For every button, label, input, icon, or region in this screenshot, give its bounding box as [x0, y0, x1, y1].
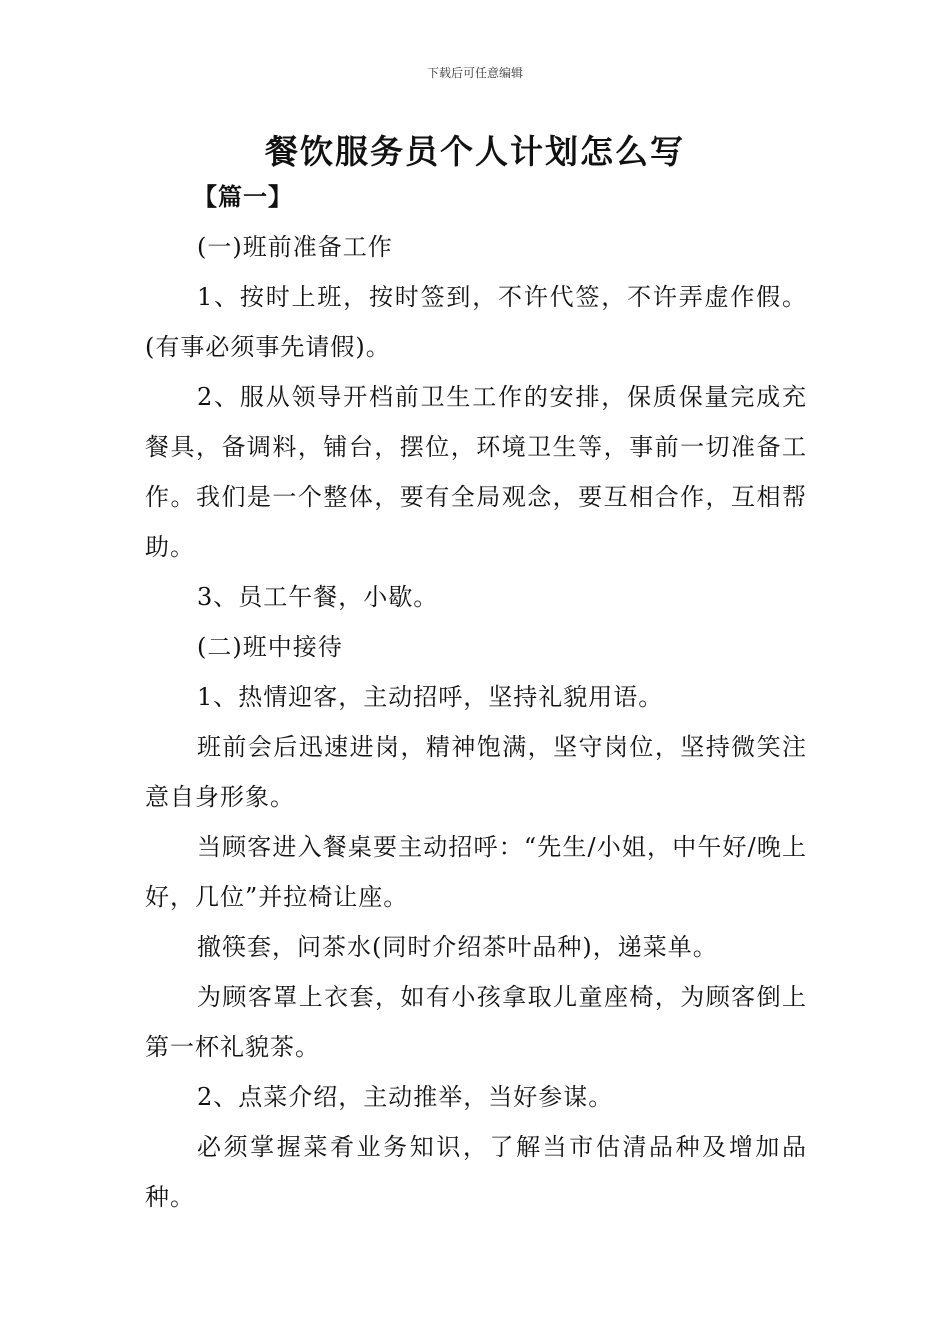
header-note: 下载后可任意编辑: [426, 66, 523, 80]
paragraph: (二)班中接待: [197, 633, 343, 661]
paragraph: 3、员工午餐，小歇。: [197, 583, 439, 611]
paragraph: 必须掌握菜肴业务知识，了解当市估清品种及增加品种。: [145, 1133, 807, 1211]
paragraph: 班前会后迅速进岗，精神饱满，坚守岗位，坚持微笑注意自身形象。: [145, 733, 807, 811]
paragraph: 1、热情迎客，主动招呼，坚持礼貌用语。: [197, 683, 664, 711]
paragraph: (一)班前准备工作: [197, 233, 393, 261]
paragraph: 2、服从领导开档前卫生工作的安排，保质保量完成充餐具，备调料，铺台，摆位，环境卫生等，事前一切准备工作。我们是一个整体，要有全局观念，要互相合作，互相帮助。: [145, 383, 807, 561]
page-title: 餐饮服务员个人计划怎么写: [265, 132, 685, 171]
document-body: [145, 172, 807, 1222]
paragraph: 为顾客罩上衣套，如有小孩拿取儿童座椅，为顾客倒上第一杯礼貌茶。: [145, 983, 807, 1061]
paragraph: 当顾客进入餐桌要主动招呼：“先生/小姐，中午好/晚上好，几位”并拉椅让座。: [145, 833, 807, 911]
section-tag: 【篇一】: [193, 182, 293, 211]
paragraph: 1、按时上班，按时签到，不许代签，不许弄虚作假。(有事必须事先请假)。: [145, 283, 807, 361]
paragraph: 2、点菜介绍，主动推举，当好参谋。: [197, 1083, 614, 1111]
paragraph: 撤筷套，问茶水(同时介绍茶叶品种)，递菜单。: [197, 933, 718, 961]
